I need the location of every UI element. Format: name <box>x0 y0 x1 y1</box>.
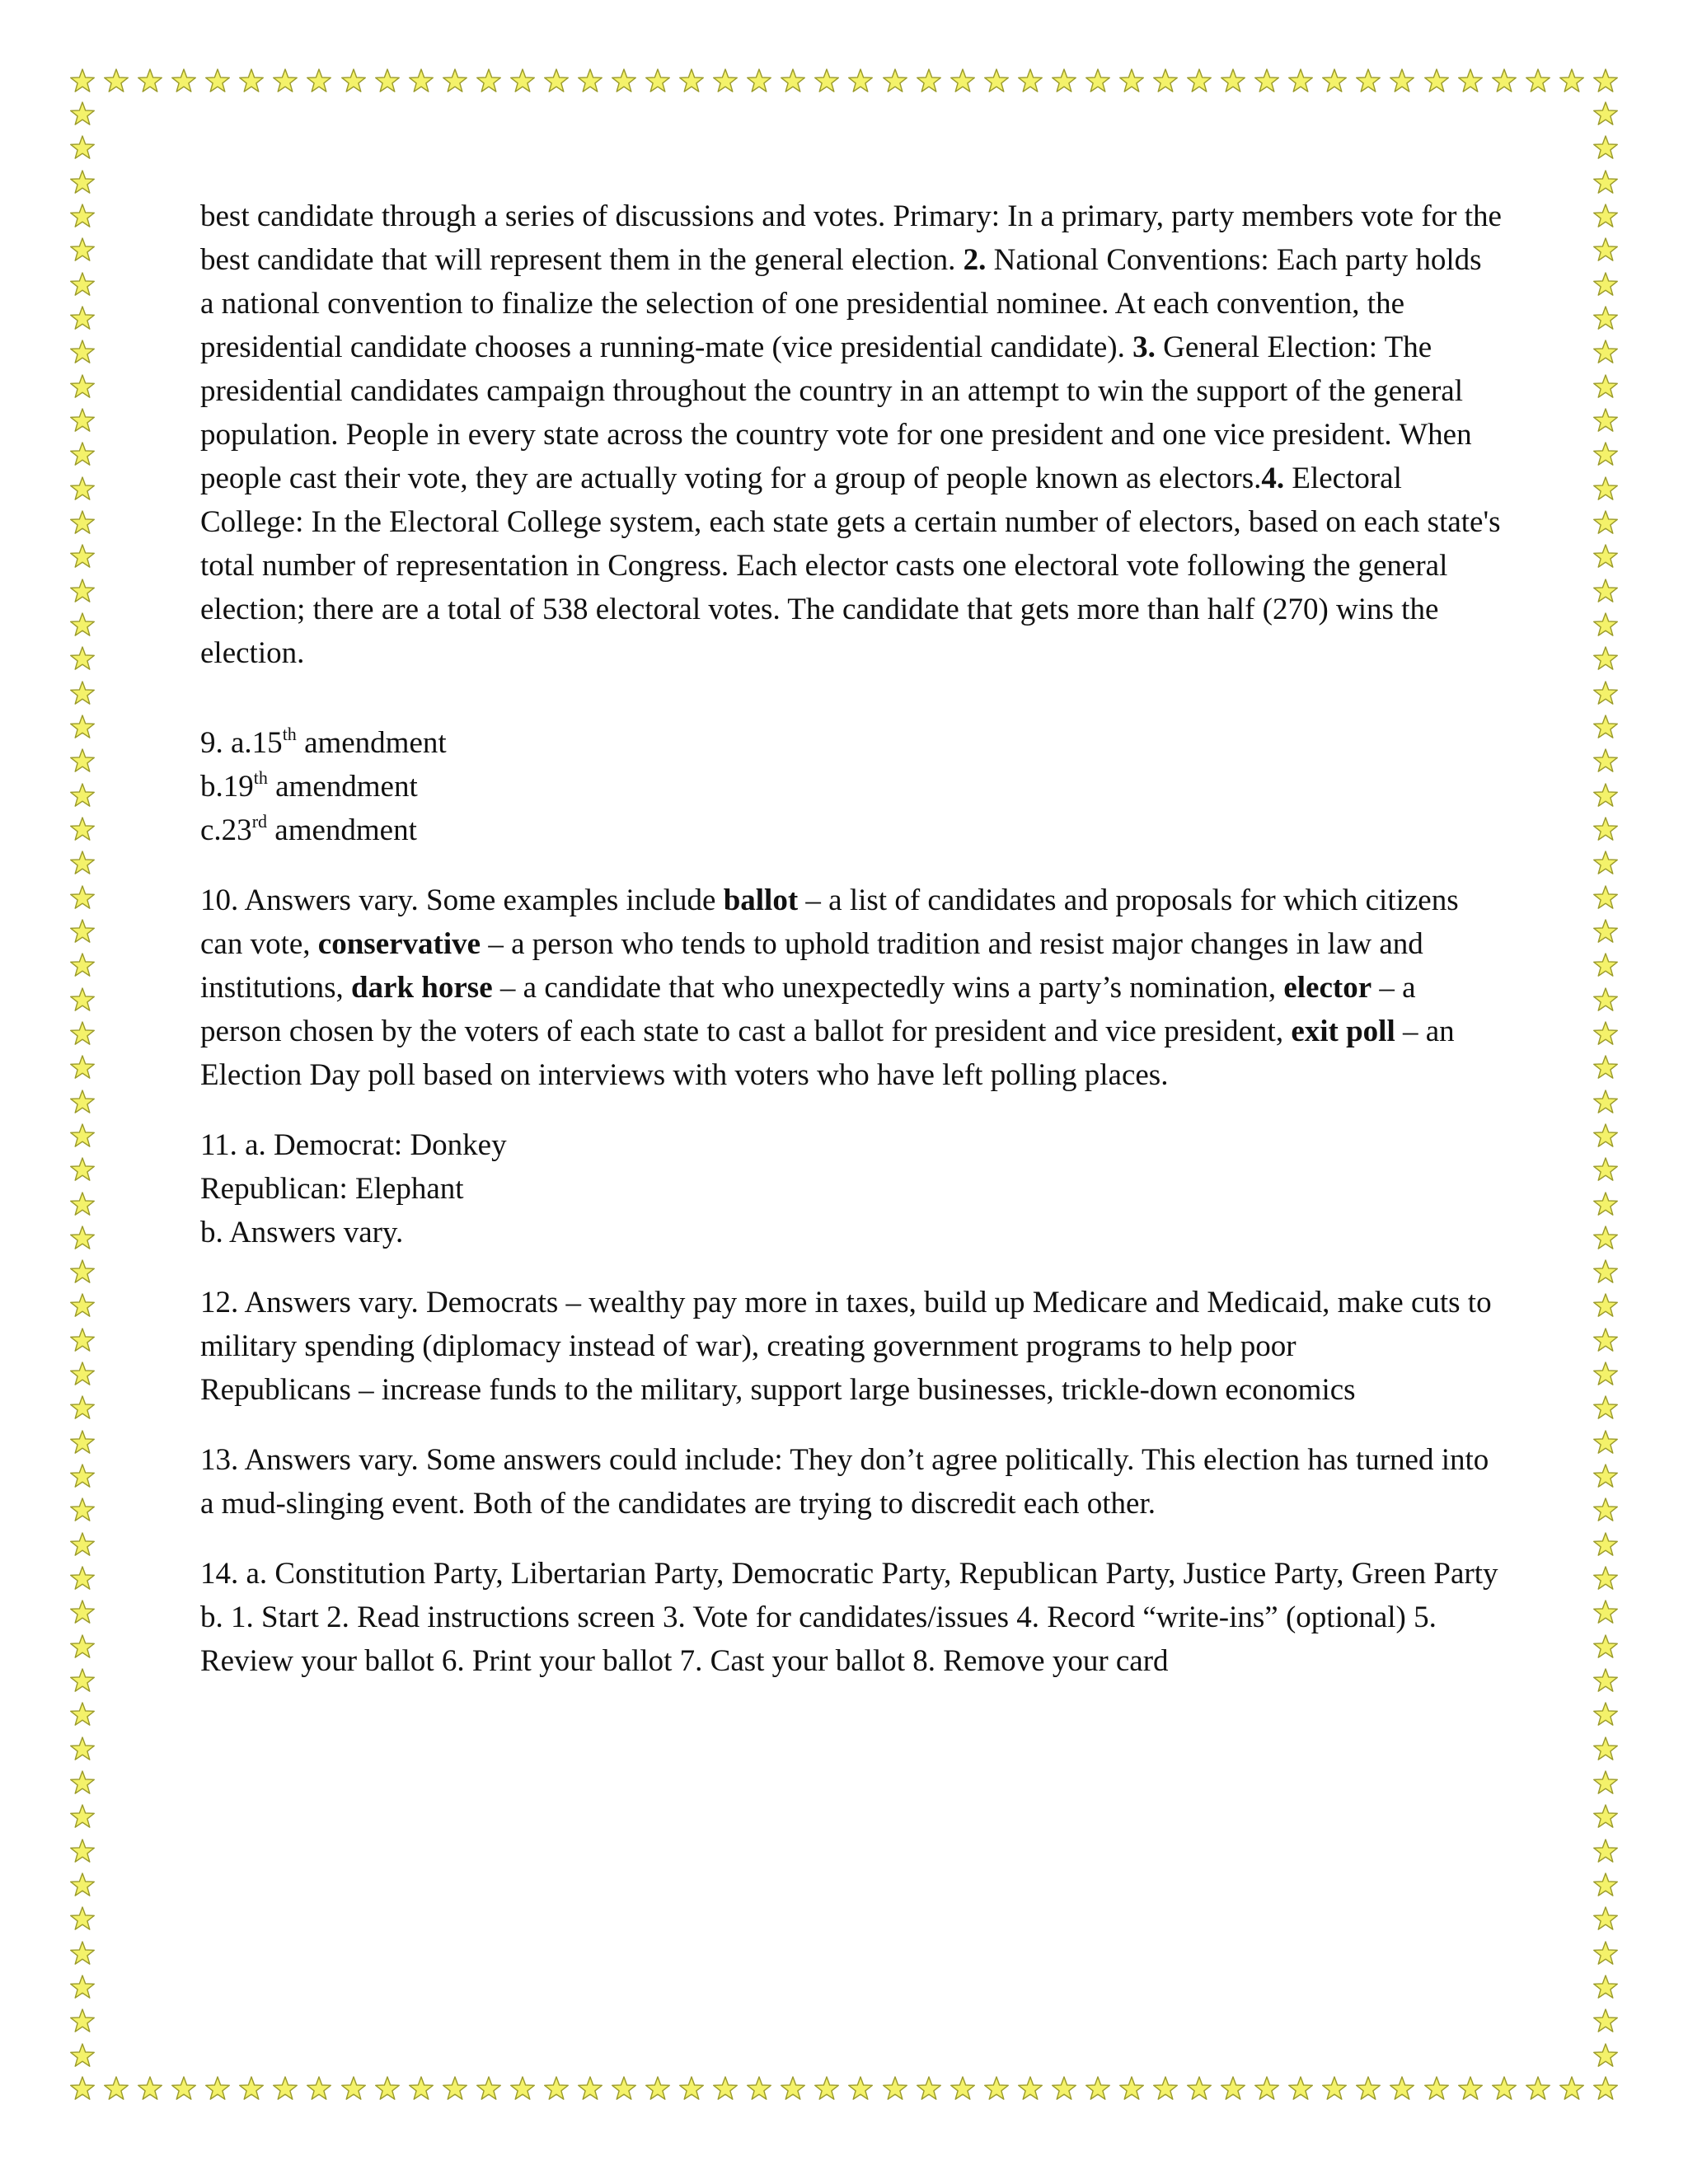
star-icon <box>509 2075 536 2102</box>
star-icon <box>983 2075 1010 2102</box>
star-icon <box>69 1974 96 2000</box>
star-icon <box>69 1565 96 1591</box>
star-icon <box>916 2075 942 2102</box>
star-icon <box>69 169 96 195</box>
star-icon <box>1592 441 1619 467</box>
text-segment: 10. Answers vary. Some examples include <box>200 883 724 917</box>
star-icon <box>780 68 806 94</box>
star-icon <box>1592 2008 1619 2034</box>
answer-line: 11. a. Democrat: Donkey <box>200 1128 507 1162</box>
answer-text: 9. a.15 <box>200 726 283 760</box>
star-icon <box>272 68 298 94</box>
star-icon <box>1592 2042 1619 2069</box>
text-segment: – a person who tends to uphold tradition and resist major changes in law and institutions, <box>200 927 1423 1005</box>
star-icon <box>69 714 96 740</box>
star-icon <box>1592 1361 1619 1387</box>
star-icon <box>1355 2075 1381 2102</box>
star-icon <box>476 68 502 94</box>
star-icon <box>69 1905 96 1932</box>
star-icon <box>306 2075 332 2102</box>
star-icon <box>69 134 96 161</box>
star-icon <box>543 68 570 94</box>
star-icon <box>1592 918 1619 944</box>
star-icon <box>69 237 96 263</box>
star-icon <box>69 884 96 911</box>
star-icon <box>746 2075 772 2102</box>
star-icon <box>1085 68 1111 94</box>
ordinal-suffix: th <box>253 766 268 788</box>
star-icon <box>408 68 434 94</box>
star-icon <box>69 1054 96 1080</box>
star-icon <box>950 68 976 94</box>
star-icon <box>69 1191 96 1217</box>
star-border-bottom <box>69 2075 1619 2102</box>
answer-line: b. Answers vary. <box>200 1216 404 1249</box>
star-icon <box>69 1225 96 1251</box>
star-icon <box>69 612 96 638</box>
star-icon <box>69 2042 96 2069</box>
star-icon <box>678 68 705 94</box>
star-icon <box>1491 68 1517 94</box>
star-icon <box>1525 2075 1551 2102</box>
answer-line: 13. Answers vary. Some answers could include: They don’t agree politically. This election has turned into a mud-slinging event. Both of the candidates are trying to discredit each other. <box>200 1443 1489 1521</box>
star-icon <box>1592 1122 1619 1149</box>
answer-text: c.23 <box>200 813 252 847</box>
star-icon <box>171 2075 197 2102</box>
star-icon <box>69 1633 96 1660</box>
star-icon <box>1592 1156 1619 1183</box>
star-icon <box>983 68 1010 94</box>
star-icon <box>814 2075 840 2102</box>
star-icon <box>1085 2075 1111 2102</box>
star-icon <box>442 68 468 94</box>
star-icon <box>1152 68 1179 94</box>
star-border-top <box>69 68 1619 94</box>
star-icon <box>476 2075 502 2102</box>
star-icon <box>611 68 637 94</box>
text-segment: – a list of candidates and proposals for which citizens can vote, <box>200 883 1459 961</box>
star-icon <box>1592 1225 1619 1251</box>
star-icon <box>69 645 96 672</box>
star-icon <box>1592 509 1619 536</box>
answer-text: amendment <box>267 813 417 847</box>
star-icon <box>1592 1497 1619 1523</box>
step-number-2: 2. <box>963 243 987 277</box>
star-icon <box>1592 1258 1619 1285</box>
star-icon <box>69 101 96 127</box>
star-icon <box>712 2075 738 2102</box>
star-icon <box>1592 612 1619 638</box>
star-icon <box>171 68 197 94</box>
star-icon <box>137 68 163 94</box>
star-icon <box>1592 1463 1619 1489</box>
star-icon <box>1152 2075 1179 2102</box>
star-icon <box>69 271 96 298</box>
star-icon <box>69 1531 96 1558</box>
star-icon <box>1592 1020 1619 1047</box>
star-icon <box>442 2075 468 2102</box>
star-icon <box>916 68 942 94</box>
ordinal-suffix: th <box>282 723 297 744</box>
answer-line: b. 1. Start 2. Read instructions screen 3. Vote for candidates/issues 4. Record “write-ins” (optional) 5. Review your ballot 6. Print your ballot 7. Cast your ballot 8. Remove your card <box>200 1601 1437 1678</box>
term-dark-horse: dark horse <box>350 971 493 1005</box>
answer-9a <box>200 721 1503 765</box>
star-icon <box>1287 68 1314 94</box>
text-segment: – a person chosen by the voters of each state to cast a ballot for president and vice president, <box>200 971 1416 1048</box>
star-icon <box>1457 2075 1484 2102</box>
star-icon <box>69 1361 96 1387</box>
text-segment: – a candidate that who unexpectedly wins a party’s nomination, <box>492 971 1284 1005</box>
answer-line: 12. Answers vary. Democrats – wealthy pay more in taxes, build up Medicare and Medicaid, make cuts to military spending (diplomacy instead of war), creating government programs to help poor <box>200 1286 1492 1363</box>
star-icon <box>1592 101 1619 127</box>
star-icon <box>374 2075 401 2102</box>
star-icon <box>69 1667 96 1694</box>
star-icon <box>1254 2075 1280 2102</box>
star-icon <box>1592 237 1619 263</box>
star-icon <box>69 203 96 229</box>
star-icon <box>712 68 738 94</box>
star-icon <box>1592 1769 1619 1796</box>
star-icon <box>1592 2075 1619 2102</box>
answer-12 <box>200 1281 1503 1412</box>
star-icon <box>1592 68 1619 94</box>
star-icon <box>69 441 96 467</box>
star-icon <box>69 1327 96 1353</box>
star-icon <box>1287 2075 1314 2102</box>
star-icon <box>1592 373 1619 400</box>
answer-line: 14. a. Constitution Party, Libertarian Party, Democratic Party, Republican Party, Justice Party, Green Party <box>200 1557 1498 1591</box>
star-icon <box>847 2075 874 2102</box>
star-icon <box>1389 68 1415 94</box>
answer-line: Republican: Elephant <box>200 1172 464 1206</box>
star-icon <box>1592 1940 1619 1966</box>
star-icon <box>882 68 908 94</box>
star-icon <box>69 1838 96 1864</box>
text-segment: General Election: The presidential candidates campaign throughout the country in an attempt to win the support of the general population. People in every state across the country vote for one president and one vice president. When people cast their vote, they are actually voting for a group of people known as electors. <box>200 330 1472 495</box>
star-icon <box>1592 1054 1619 1080</box>
star-icon <box>69 1156 96 1183</box>
star-icon <box>69 1803 96 1830</box>
term-ballot: ballot <box>723 883 799 917</box>
star-icon <box>1525 68 1551 94</box>
star-icon <box>746 68 772 94</box>
star-icon <box>69 1089 96 1115</box>
star-icon <box>1592 782 1619 808</box>
star-icon <box>69 1429 96 1455</box>
text-segment: best candidate through a series of discussions and votes. Primary: In a primary, party members vote for the best candidate that will represent them in the general election. <box>200 199 1502 277</box>
star-icon <box>69 1122 96 1149</box>
star-icon <box>1592 339 1619 365</box>
star-icon <box>69 339 96 365</box>
star-icon <box>69 1769 96 1796</box>
star-icon <box>1592 1838 1619 1864</box>
star-icon <box>1017 68 1043 94</box>
star-icon <box>408 2075 434 2102</box>
star-icon <box>1592 884 1619 911</box>
star-icon <box>69 2075 96 2102</box>
answer-11 <box>200 1123 1503 1254</box>
star-icon <box>204 68 231 94</box>
star-icon <box>306 68 332 94</box>
step-number-3: 3. <box>1132 330 1156 364</box>
star-icon <box>1592 1429 1619 1455</box>
star-icon <box>1592 850 1619 876</box>
star-icon <box>1491 2075 1517 2102</box>
star-icon <box>611 2075 637 2102</box>
star-icon <box>1592 169 1619 195</box>
star-icon <box>1592 305 1619 331</box>
star-icon <box>1592 816 1619 842</box>
star-icon <box>1592 543 1619 569</box>
star-icon <box>882 2075 908 2102</box>
star-icon <box>69 987 96 1013</box>
star-icon <box>577 2075 603 2102</box>
text-segment: Electoral College: In the Electoral College system, each state gets a certain number of electors, based on each state's total number of representation in Congress. Each elector casts one electoral vote following the general election; there are a total of 538 electoral votes. The candidate that gets more than half (270) wins the election. <box>200 462 1501 670</box>
star-icon <box>1592 1905 1619 1932</box>
star-icon <box>103 68 129 94</box>
star-icon <box>69 1394 96 1421</box>
star-icon <box>1592 1803 1619 1830</box>
star-icon <box>1592 1974 1619 2000</box>
star-icon <box>69 1872 96 1898</box>
star-icon <box>69 782 96 808</box>
star-icon <box>69 509 96 536</box>
star-icon <box>1118 68 1145 94</box>
star-icon <box>577 68 603 94</box>
star-icon <box>1592 1089 1619 1115</box>
answer-10 <box>200 879 1503 1097</box>
star-icon <box>69 1292 96 1319</box>
answer-14 <box>200 1552 1503 1683</box>
text-segment: – an Election Day poll based on interviews with voters who have left polling places. <box>200 1015 1455 1092</box>
step-number-4: 4. <box>1261 462 1285 495</box>
star-icon <box>543 2075 570 2102</box>
star-icon <box>1457 68 1484 94</box>
star-icon <box>1592 1531 1619 1558</box>
ordinal-suffix: rd <box>251 810 268 832</box>
answer-9 <box>200 721 1503 852</box>
star-icon <box>1592 952 1619 978</box>
star-border-right <box>1592 101 1619 2069</box>
star-icon <box>69 1463 96 1489</box>
star-icon <box>69 816 96 842</box>
star-icon <box>69 1497 96 1523</box>
star-icon <box>272 2075 298 2102</box>
star-icon <box>1423 2075 1450 2102</box>
star-icon <box>1592 271 1619 298</box>
star-icon <box>374 68 401 94</box>
star-icon <box>69 1736 96 1762</box>
star-icon <box>69 1599 96 1625</box>
star-icon <box>69 476 96 502</box>
star-icon <box>238 68 265 94</box>
star-icon <box>1592 203 1619 229</box>
text-segment: National Conventions: Each party holds a national convention to finalize the selection of one presidential nominee. At each convention, the presidential candidate chooses a running-mate (vice presidential candidate). <box>200 243 1482 364</box>
star-icon <box>814 68 840 94</box>
star-icon <box>1592 987 1619 1013</box>
star-icon <box>103 2075 129 2102</box>
star-icon <box>950 2075 976 2102</box>
star-icon <box>1592 1327 1619 1353</box>
star-icon <box>69 680 96 706</box>
star-icon <box>1592 680 1619 706</box>
answer-text: b.19 <box>200 770 254 804</box>
star-icon <box>1051 68 1077 94</box>
star-icon <box>1592 748 1619 774</box>
star-icon <box>1592 714 1619 740</box>
answer-13 <box>200 1438 1503 1526</box>
star-icon <box>69 2008 96 2034</box>
star-icon <box>69 1940 96 1966</box>
star-icon <box>69 850 96 876</box>
answer-9b <box>200 765 1503 808</box>
star-icon <box>69 305 96 331</box>
star-icon <box>1220 2075 1246 2102</box>
star-icon <box>1592 1701 1619 1727</box>
star-icon <box>1220 68 1246 94</box>
star-icon <box>780 2075 806 2102</box>
star-icon <box>1423 68 1450 94</box>
star-icon <box>1592 476 1619 502</box>
star-icon <box>1389 2075 1415 2102</box>
term-conservative: conservative <box>317 927 481 961</box>
star-icon <box>69 1701 96 1727</box>
star-icon <box>69 373 96 400</box>
star-border-left <box>69 101 96 2069</box>
star-icon <box>1559 2075 1585 2102</box>
star-icon <box>69 748 96 774</box>
answer-text: amendment <box>296 726 447 760</box>
star-icon <box>1186 68 1212 94</box>
star-icon <box>1254 68 1280 94</box>
term-exit-poll: exit poll <box>1291 1015 1395 1048</box>
star-icon <box>1355 68 1381 94</box>
star-icon <box>645 2075 671 2102</box>
star-icon <box>1592 134 1619 161</box>
star-icon <box>1592 1599 1619 1625</box>
star-icon <box>69 918 96 944</box>
star-icon <box>69 407 96 434</box>
star-icon <box>1592 1565 1619 1591</box>
term-elector: elector <box>1283 971 1372 1005</box>
star-icon <box>1592 645 1619 672</box>
star-icon <box>69 1258 96 1285</box>
answer-9c <box>200 808 1503 852</box>
star-icon <box>1592 1292 1619 1319</box>
star-icon <box>645 68 671 94</box>
star-icon <box>238 2075 265 2102</box>
star-icon <box>1559 68 1585 94</box>
star-icon <box>1592 1191 1619 1217</box>
star-icon <box>69 952 96 978</box>
star-icon <box>69 68 96 94</box>
star-icon <box>1592 407 1619 434</box>
star-icon <box>204 2075 231 2102</box>
star-icon <box>69 543 96 569</box>
star-icon <box>340 68 367 94</box>
star-icon <box>1118 2075 1145 2102</box>
star-icon <box>1592 578 1619 604</box>
star-icon <box>847 68 874 94</box>
star-icon <box>678 2075 705 2102</box>
star-icon <box>509 68 536 94</box>
star-icon <box>1592 1633 1619 1660</box>
answer-key-text <box>200 194 1503 1683</box>
star-icon <box>1592 1394 1619 1421</box>
paragraph-election-process <box>200 194 1503 675</box>
star-icon <box>340 2075 367 2102</box>
star-icon <box>1321 2075 1348 2102</box>
star-icon <box>1592 1736 1619 1762</box>
star-icon <box>137 2075 163 2102</box>
star-icon <box>1051 2075 1077 2102</box>
star-icon <box>1017 2075 1043 2102</box>
star-icon <box>69 578 96 604</box>
star-icon <box>1321 68 1348 94</box>
star-icon <box>1186 2075 1212 2102</box>
star-icon <box>1592 1872 1619 1898</box>
answer-line: Republicans – increase funds to the military, support large businesses, trickle-down economics <box>200 1373 1356 1407</box>
star-icon <box>1592 1667 1619 1694</box>
answer-text: amendment <box>267 770 418 804</box>
star-icon <box>69 1020 96 1047</box>
